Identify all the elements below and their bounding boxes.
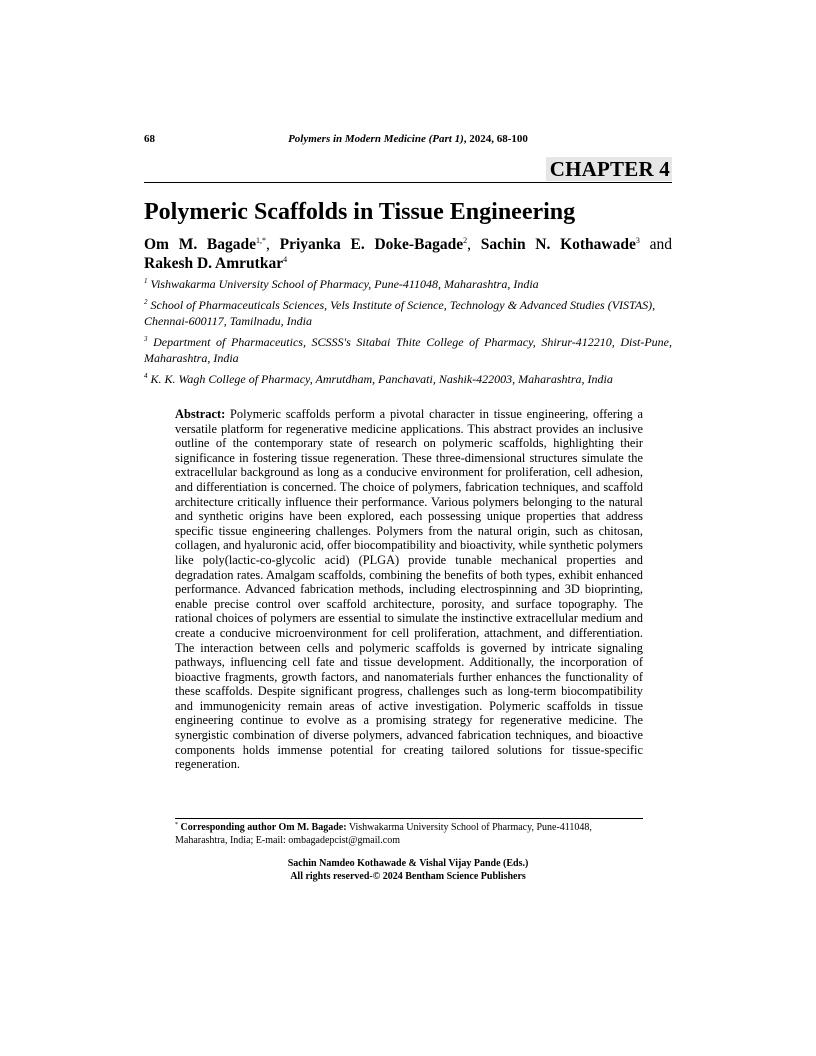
affiliation-number: 4 xyxy=(144,372,148,380)
affiliation xyxy=(144,334,672,366)
affiliation-text: Vishwakarma University School of Pharmacy, Pune-411048, Maharashtra, India xyxy=(150,277,539,291)
affiliation xyxy=(144,297,672,329)
rights-line: All rights reserved-© 2024 Bentham Science Publishers xyxy=(290,870,526,882)
footnote-mark: * xyxy=(175,822,178,828)
author-affiliation-mark: 3 xyxy=(635,236,640,245)
affiliation xyxy=(144,371,672,387)
affiliation-number: 2 xyxy=(144,298,148,306)
author-separator: and xyxy=(639,236,673,253)
footnote-text: Vishwakarma University School of Pharmacy, Pune-411048, Maharashtra, India; E-mail: ombagadepcist@gmail.com xyxy=(175,822,592,846)
author-name: Sachin N. Kothawade xyxy=(480,236,636,253)
affiliation-list xyxy=(144,276,672,392)
affiliation-text: K. K. Wagh College of Pharmacy, Amrutdham, Panchavati, Nashik-422003, Maharashtra, India xyxy=(150,372,613,386)
chapter-title: Polymeric Scaffolds in Tissue Engineering xyxy=(144,199,576,225)
journal-citation xyxy=(144,133,672,145)
affiliation-number: 1 xyxy=(144,277,148,285)
author-affiliation-mark: 1,* xyxy=(256,236,267,245)
publisher-imprint xyxy=(144,858,672,883)
editors-line: Sachin Namdeo Kothawade & Vishal Vijay Pande (Eds.) xyxy=(287,858,529,869)
journal-title: Polymers in Modern Medicine (Part 1) xyxy=(288,133,464,145)
author-list xyxy=(144,235,672,273)
page-number: 68 xyxy=(144,133,155,145)
abstract xyxy=(175,407,643,772)
abstract-label: Abstract: xyxy=(175,407,226,421)
journal-year-pages: , 2024, 68-100 xyxy=(463,133,528,145)
affiliation-text: School of Pharmaceuticals Sciences, Vels Institute of Science, Technology & Advanced Studies (VISTAS), Chennai-600117, Tamilnadu, India xyxy=(144,298,656,328)
footnote-divider xyxy=(175,818,643,819)
affiliation-text: Department of Pharmaceutics, SCSSS's Sitabai Thite College of Pharmacy, Shirur-412210, Dist-Pune, Maharashtra, India xyxy=(144,335,673,365)
author-name: Priyanka E. Doke-Bagade xyxy=(279,236,464,253)
author-name: Rakesh D. Amrutkar xyxy=(144,255,284,272)
chapter-label: CHAPTER 4 xyxy=(546,157,672,181)
running-head xyxy=(144,133,672,149)
author-affiliation-mark: 2 xyxy=(463,236,468,245)
abstract-text: Polymeric scaffolds perform a pivotal character in tissue engineering, offering a versatile platform for regenerative medicine applications. This abstract provides an inclusive outline of the contemporary state of research on polymeric scaffolds, highlighting their significance in fostering tissue regeneration. These three-dimensional structures simulate the extracellular background as long as a conducive environment for proliferation, cell adhesion, and differentiation is concerned. The choice of polymers, fabrication techniques, and scaffold architecture critically influence their performance. Various polymers belonging to the natural and synthetic origins have been explored, each possessing unique properties that address specific tissue engineering challenges. Polymers from the natural origin, such as chitosan, collagen, and hyaluronic acid, offer biocompatibility and bioactivity, while synthetic polymers like poly(lactic-co-glycolic acid) (PLGA) provide tunable mechanical properties and degradation rates. Amalgam scaffolds, combining the benefits of both types, exhibit enhanced performance. Advanced fabrication methods, including electrospinning and 3D bioprinting, enable precise control over scaffold architecture, porosity, and surface topography. The rational choices of polymers are essential to simulate the instinctive extracellular medium and create a conducive microenvironment for cell proliferation, attachment, and differentiation. The interaction between cells and polymeric scaffolds is governed by intricate signaling pathways, influencing cell fate and tissue development. Additionally, the incorporation of bioactive fragments, growth factors, and nanomaterials further enhances the functionality of these scaffolds. Despite significant progress, challenges such as long-term biocompatibility and immunogenicity remain areas of active investigation. Polymeric scaffolds in tissue engineering continue to evolve as a promising strategy for regenerative medicine. The synergistic combination of diverse polymers, advanced fabrication techniques, and bioactive components holds immense potential for creating tailored solutions for tissue-specific regeneration. xyxy=(175,407,643,772)
author-line-2 xyxy=(144,254,672,273)
footnote-label: Corresponding author Om M. Bagade: xyxy=(180,822,347,833)
chapter-divider xyxy=(144,182,672,183)
author-line-1 xyxy=(144,235,672,254)
author-separator: , xyxy=(467,236,481,253)
affiliation-number: 3 xyxy=(144,335,148,343)
author-name: Om M. Bagade xyxy=(144,236,257,253)
author-separator: , xyxy=(266,236,280,253)
author-affiliation-mark: 4 xyxy=(283,255,288,264)
affiliation xyxy=(144,276,672,292)
corresponding-author-footnote xyxy=(175,822,643,847)
